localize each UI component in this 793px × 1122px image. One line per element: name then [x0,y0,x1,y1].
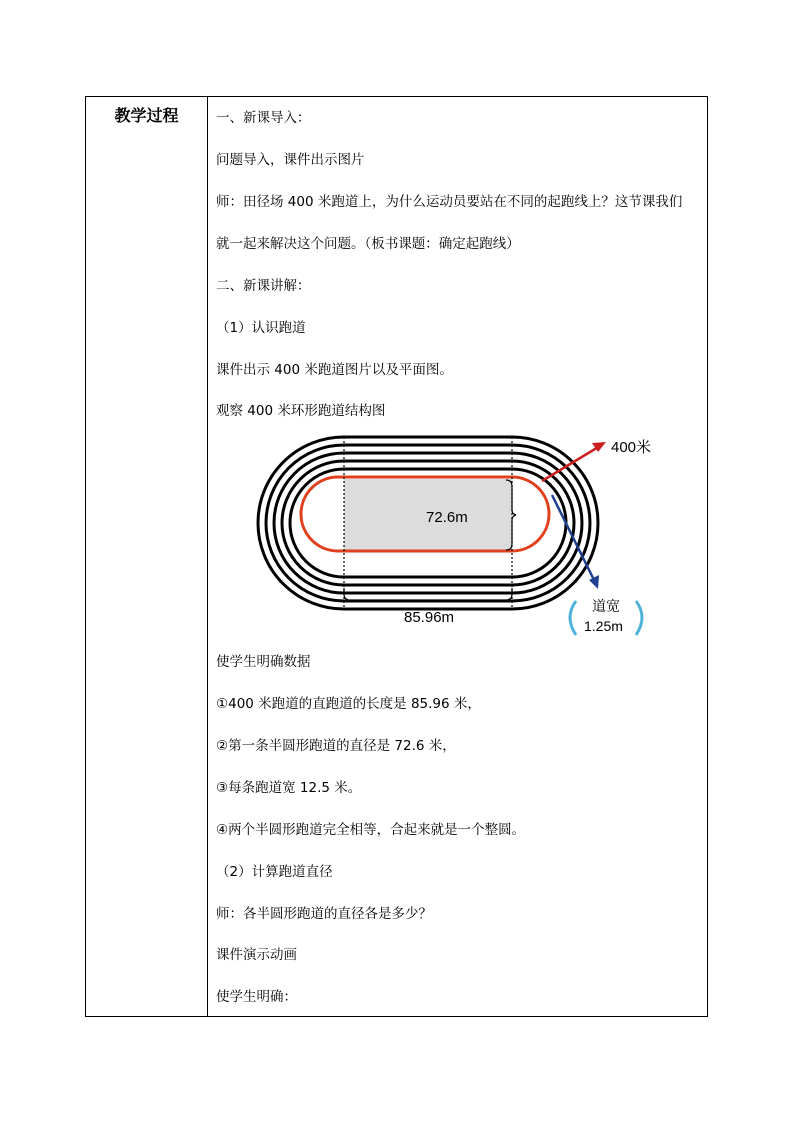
text-line: 就一起来解决这个问题。（板书课题：确定起跑线） [216,236,520,252]
text-line: 一、新课导入： [216,110,311,126]
lane-width-label: 道宽 [592,598,620,614]
text-line: 问题导入，课件出示图片 [216,152,365,168]
text-line: （2）计算跑道直径 [216,864,333,880]
length-label: 85.96m [404,609,455,626]
text-line: 使学生明确数据 [216,654,311,670]
arrow-width-head [589,575,599,589]
text-line: 课件出示 400 米跑道图片以及平面图。 [216,362,453,378]
text-line: 二、新课讲解： [216,278,311,294]
track-diagram [250,430,670,645]
label-400m: 400米 [611,439,652,456]
text-line: ④两个半圆形跑道完全相等，合起来就是一个整圆。 [216,822,526,838]
text-line: 观察 400 米环形跑道结构图 [216,403,386,419]
column-divider [207,96,208,1017]
text-line: ①400 米跑道的直跑道的长度是 85.96 米， [216,696,481,712]
text-line: 课件演示动画 [216,947,297,963]
width-bracket-left [570,601,576,635]
text-line: （1）认识跑道 [216,320,306,336]
text-line: ③每条跑道宽 12.5 米。 [216,780,362,796]
text-line: ②第一条半圆形跑道的直径是 72.6 米， [216,738,456,754]
text-line: 师：田径场 400 米跑道上，为什么运动员要站在不同的起跑线上？这节课我们 [216,194,683,210]
section-label: 教学过程 [114,106,179,125]
diameter-label: 72.6m [426,509,468,526]
text-line: 使学生明确： [216,989,297,1005]
text-line: 师：各半圆形跑道的直径各是多少？ [216,906,432,922]
lane-width-value: 1.25m [584,618,623,634]
width-bracket-right [636,601,642,635]
